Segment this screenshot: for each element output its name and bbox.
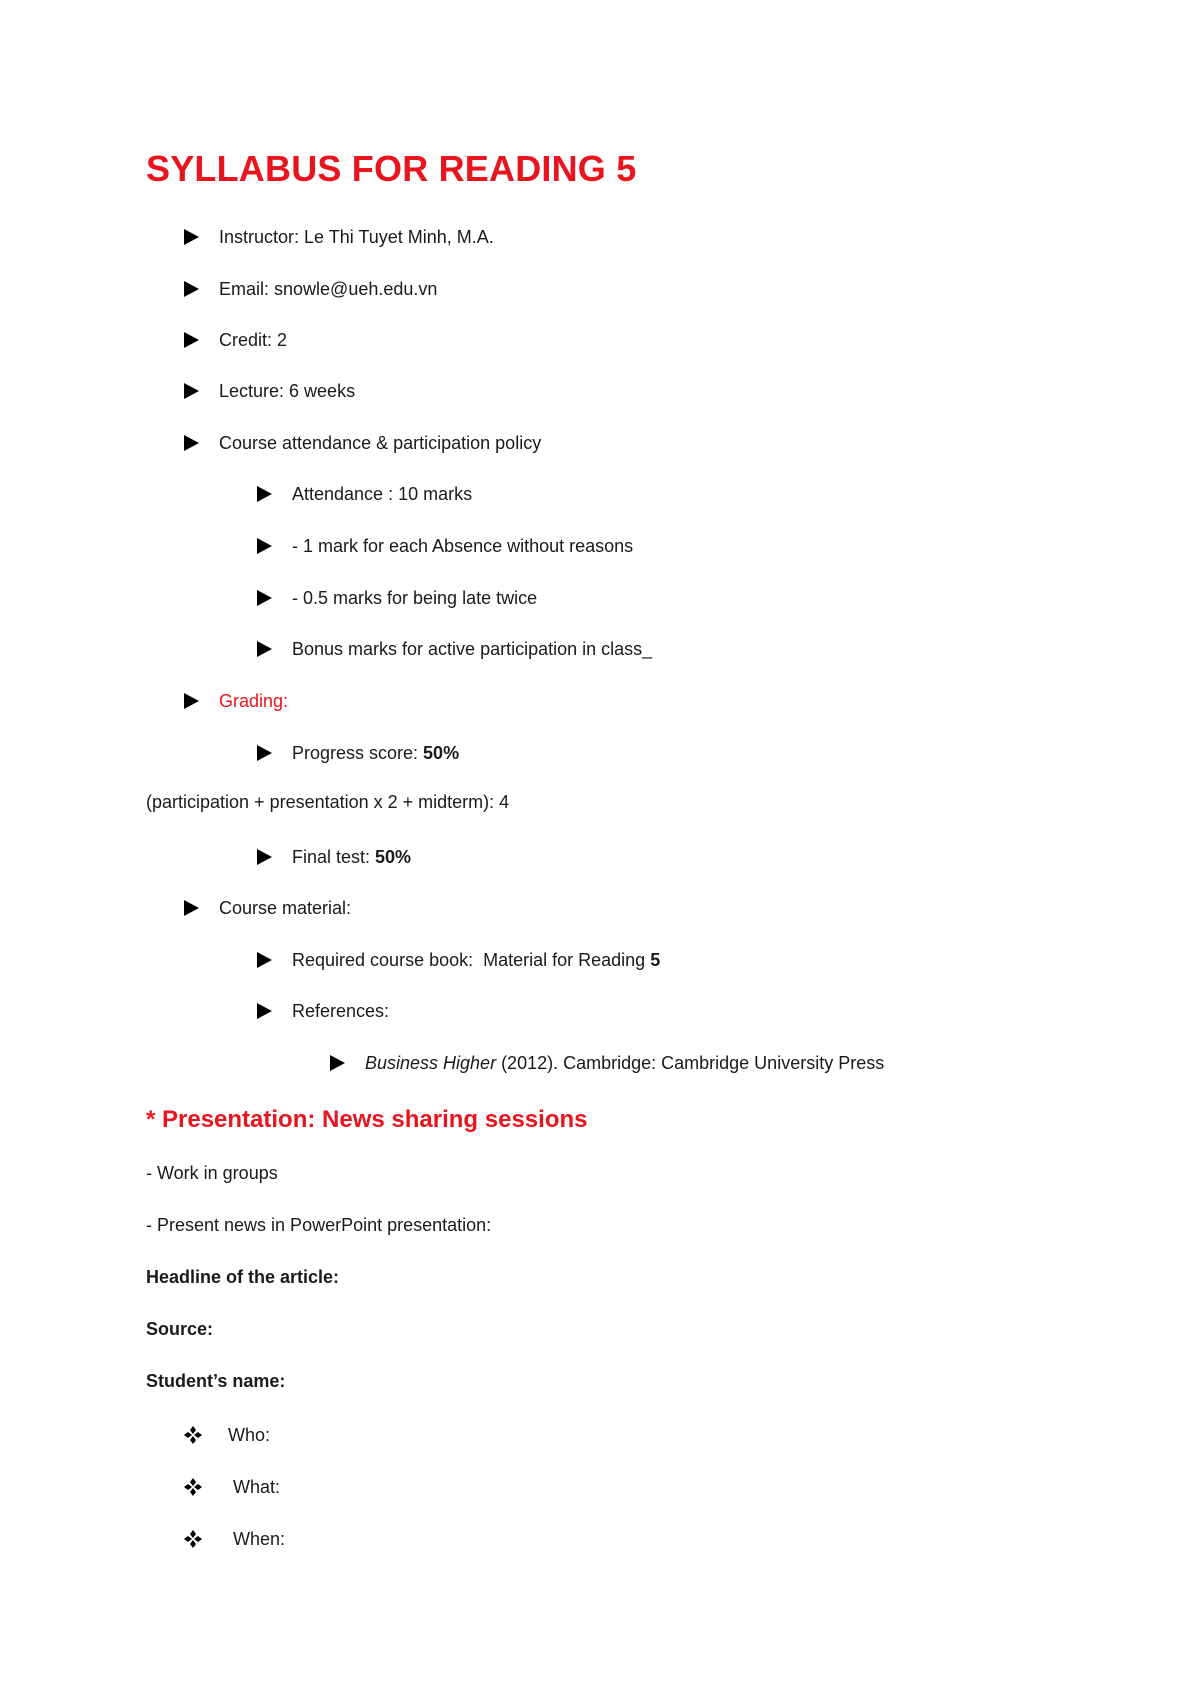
- final-test-value: 50%: [375, 846, 412, 867]
- bullet-arrow-icon: [184, 435, 199, 451]
- list-item: [184, 378, 355, 404]
- diamond-bullet-icon: [184, 1478, 202, 1496]
- work-groups-text: - Work in groups: [146, 1163, 278, 1183]
- list-item: [257, 533, 633, 559]
- absence-text: - 1 mark for each Absence without reasons: [292, 535, 634, 556]
- list-item: [184, 1422, 270, 1448]
- list-item: [257, 481, 472, 507]
- list-item: [330, 1050, 884, 1076]
- list-item: [184, 688, 288, 714]
- list-item: [184, 224, 494, 250]
- progress-score-value: 50%: [423, 742, 460, 763]
- bullet-arrow-icon: [184, 383, 199, 399]
- bullet-arrow-icon: [257, 590, 272, 606]
- bullet-arrow-icon: [330, 1055, 345, 1071]
- student-name-label: Student’s name:: [146, 1371, 286, 1391]
- bullet-arrow-icon: [184, 229, 199, 245]
- attendance-policy-text: Course attendance & participation policy: [219, 432, 542, 453]
- credit-text: Credit: 2: [219, 329, 288, 350]
- list-item: [184, 327, 287, 353]
- required-book-number: 5: [650, 949, 661, 970]
- list-item: [257, 998, 389, 1024]
- when-label: When:: [228, 1528, 286, 1549]
- final-test-label: Final test:: [292, 846, 376, 867]
- grading-formula: (participation + presentation x 2 + midterm): 4: [146, 792, 510, 812]
- grading-heading: Grading:: [219, 690, 289, 711]
- bullet-arrow-icon: [257, 538, 272, 554]
- late-text: - 0.5 marks for being late twice: [292, 587, 538, 608]
- references-text: References:: [292, 1000, 390, 1021]
- page-title: SYLLABUS FOR READING 5: [146, 148, 637, 189]
- list-item: [184, 1526, 285, 1552]
- bonus-text: Bonus marks for active participation in class_: [292, 638, 653, 659]
- list-item: [184, 1474, 280, 1500]
- headline-label: Headline of the article:: [146, 1267, 340, 1287]
- bullet-arrow-icon: [257, 952, 272, 968]
- bullet-arrow-icon: [257, 486, 272, 502]
- bullet-arrow-icon: [257, 745, 272, 761]
- list-item: [184, 895, 351, 921]
- bullet-arrow-icon: [184, 900, 199, 916]
- list-item: [257, 844, 411, 870]
- bullet-arrow-icon: [257, 849, 272, 865]
- reference-title: Business Higher: [365, 1052, 497, 1073]
- list-item: [257, 636, 652, 662]
- course-material-text: Course material:: [219, 897, 352, 918]
- attendance-marks-text: Attendance : 10 marks: [292, 483, 473, 504]
- what-label: What:: [228, 1476, 281, 1497]
- list-item: [257, 947, 660, 973]
- required-book-label: Required course book: Material for Reading: [292, 949, 651, 970]
- bullet-arrow-icon: [257, 1003, 272, 1019]
- list-item: [257, 585, 537, 611]
- diamond-bullet-icon: [184, 1530, 202, 1548]
- bullet-arrow-icon: [184, 332, 199, 348]
- email-text: Email: snowle@ueh.edu.vn: [219, 278, 438, 299]
- bullet-arrow-icon: [257, 641, 272, 657]
- instructor-text: Instructor: Le Thi Tuyet Minh, M.A.: [219, 226, 494, 247]
- diamond-bullet-icon: [184, 1426, 202, 1444]
- list-item: [184, 430, 541, 456]
- who-label: Who:: [228, 1424, 271, 1445]
- present-news-text: - Present news in PowerPoint presentation:: [146, 1215, 492, 1235]
- progress-score-label: Progress score:: [292, 742, 424, 763]
- list-item: [184, 276, 437, 302]
- list-item: [257, 740, 459, 766]
- lecture-text: Lecture: 6 weeks: [219, 380, 356, 401]
- bullet-arrow-icon: [184, 281, 199, 297]
- reference-details: (2012). Cambridge: Cambridge University Press: [496, 1052, 885, 1073]
- presentation-heading: * Presentation: News sharing sessions: [146, 1106, 588, 1133]
- bullet-arrow-icon: [184, 693, 199, 709]
- source-label: Source:: [146, 1319, 214, 1339]
